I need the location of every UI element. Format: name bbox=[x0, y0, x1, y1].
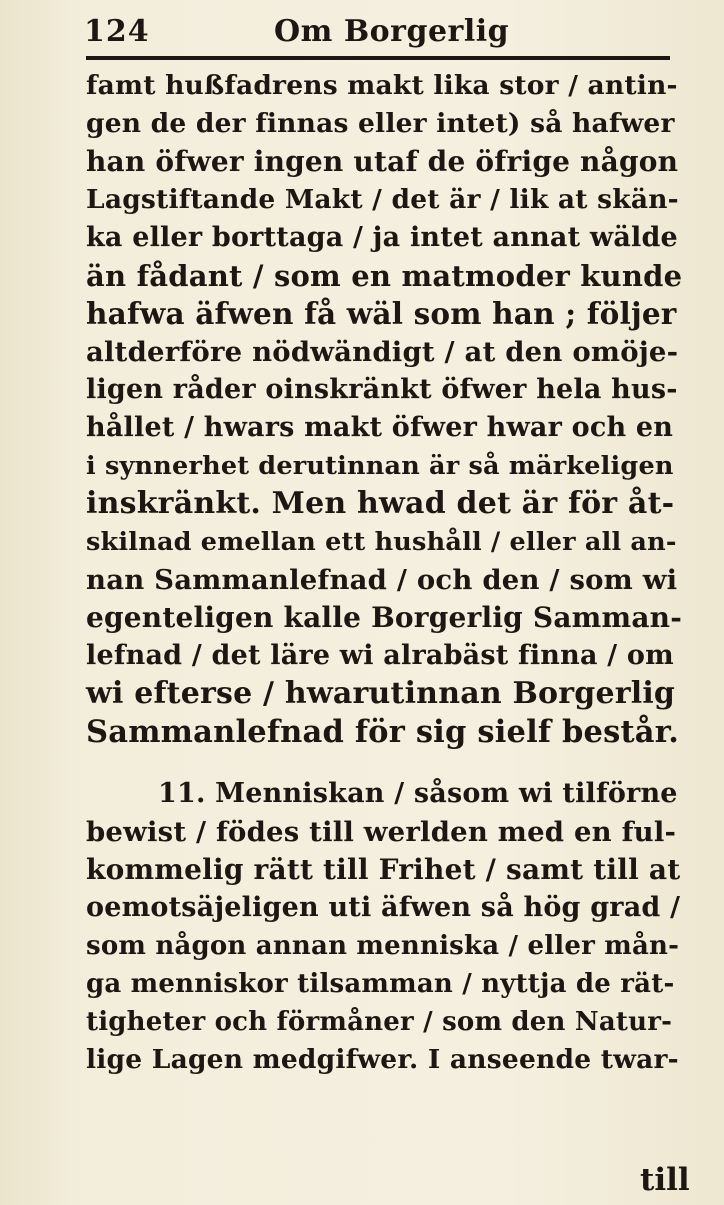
text-line: hafwa äfwen få wäl som han ; följer bbox=[86, 296, 677, 331]
text-line: kommelig rätt till Frihet / samt till at bbox=[86, 853, 681, 886]
catchword: till bbox=[640, 1162, 690, 1198]
text-line: lige Lagen medgifwer. I anseende twar- bbox=[86, 1044, 679, 1075]
page-header bbox=[84, 10, 684, 54]
text-line: Sammanlefnad för sig sielf består. bbox=[86, 714, 680, 750]
text-line: altderföre nödwändigt / at den omöje- bbox=[86, 336, 679, 368]
text-line: han öfwer ingen utaf de öfrige någon bbox=[86, 145, 679, 178]
text-line: som någon annan menniska / eller mån- bbox=[86, 931, 680, 961]
page-number: 124 bbox=[84, 14, 150, 49]
text-line: egenteligen kalle Borgerlig Samman- bbox=[86, 601, 683, 634]
text-line: skilnad emellan ett hushåll / eller all an- bbox=[86, 527, 677, 557]
text-line: gen de der finnas eller intet) så hafwer bbox=[86, 108, 675, 139]
text-line: än fådant / som en matmoder kunde bbox=[86, 259, 683, 293]
text-line: i synnerhet derutinnan är så märkeligen bbox=[86, 451, 674, 481]
text-line: famt hußfadrens makt lika stor / antin- bbox=[86, 70, 678, 101]
running-title: Om Borgerlig bbox=[274, 14, 510, 49]
text-line: ka eller borttaga / ja intet annat wälde bbox=[86, 222, 678, 253]
text-line: Lagstiftande Makt / det är / lik at skän- bbox=[86, 184, 679, 215]
text-line: ga menniskor tilsamman / nyttja de rät- bbox=[86, 969, 675, 999]
text-line: bewist / födes till werlden med en ful- bbox=[86, 816, 677, 848]
text-line: inskränkt. Men hwad det är för åt- bbox=[86, 486, 675, 521]
text-line: tigheter och förmåner / som den Natur- bbox=[86, 1007, 673, 1037]
text-line: lefnad / det läre wi alrabäst finna / om bbox=[86, 640, 674, 671]
header-rule bbox=[86, 56, 670, 60]
text-line: oemotsäjeligen uti äfwen så hög grad / bbox=[86, 892, 681, 923]
text-line: hållet / hwars makt öfwer hwar och en bbox=[86, 412, 674, 443]
section-first-line: 11. Menniskan / såsom wi tilförne bbox=[158, 778, 678, 809]
text-line: wi efterse / hwarutinnan Borgerlig bbox=[86, 676, 676, 711]
text-line: nan Sammanlefnad / och den / som wi bbox=[86, 564, 678, 596]
text-line: ligen råder oinskränkt öfwer hela hus- bbox=[86, 374, 678, 405]
